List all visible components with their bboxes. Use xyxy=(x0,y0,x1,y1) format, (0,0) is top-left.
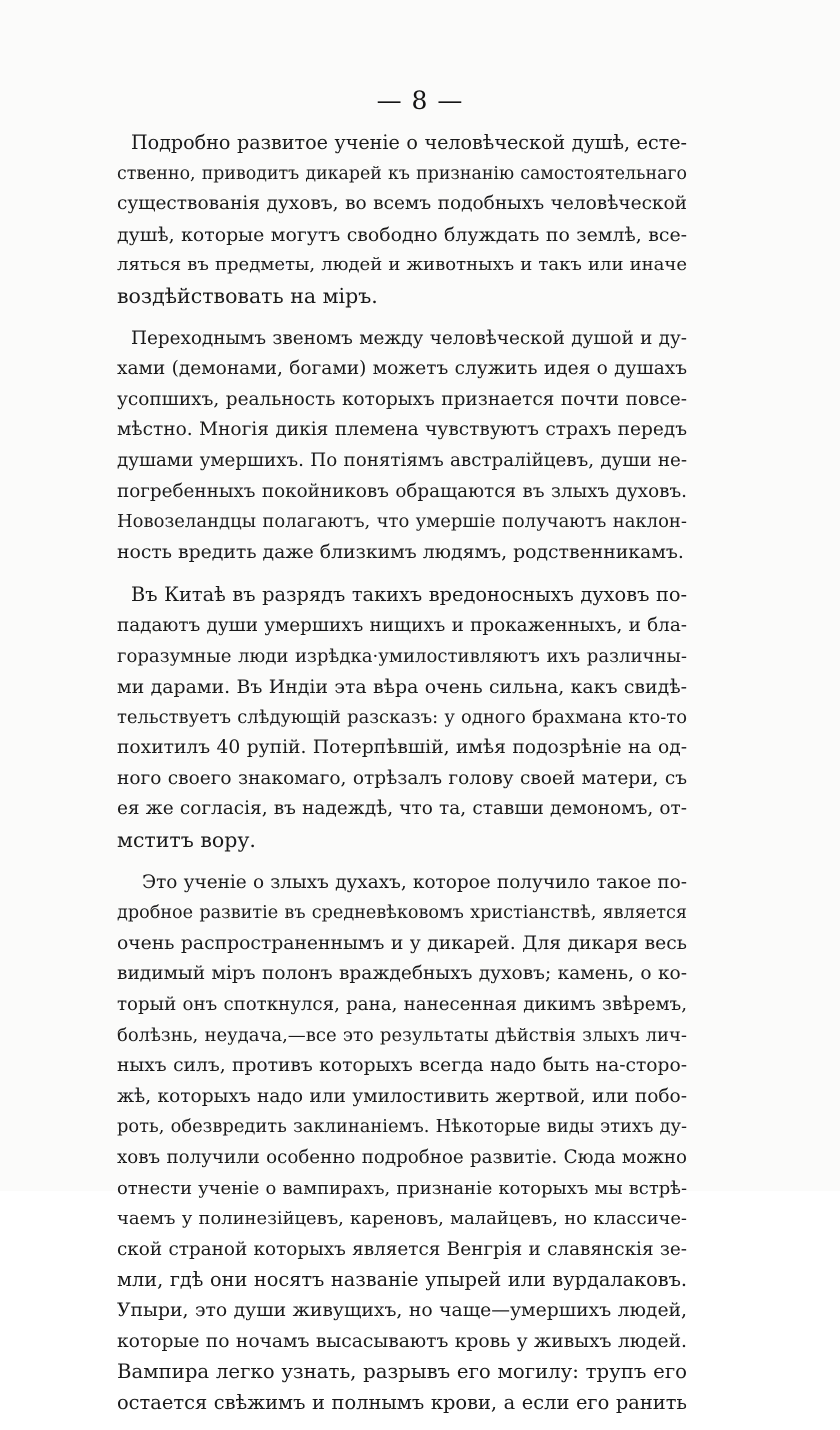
text-line: Подробно развитое ученіе о человѣческой душѣ, есте- xyxy=(131,131,687,154)
text-line: существованія духовъ, во всемъ подобныхъ человѣческой xyxy=(117,193,687,215)
text-line: ми дарами. Въ Индіи эта вѣра очень сильна, какъ свидѣ- xyxy=(117,676,687,699)
text-line: горазумные люди изрѣдка·умилостивляютъ ихъ различны- xyxy=(117,645,687,667)
text-line: болѣзнь, неудача,—все это результаты дѣйствія злыхъ лич- xyxy=(117,1024,687,1046)
text-line: Упыри, это души живущихъ, но чаще—умершихъ людей, xyxy=(117,1299,687,1321)
paragraph-1 xyxy=(117,128,687,312)
text-line: ныхъ силъ, противъ которыхъ всегда надо быть на-сторо- xyxy=(117,1055,687,1077)
text-line: остается свѣжимъ и полнымъ крови, а если его ранить xyxy=(117,1390,687,1414)
text-line: Это ученіе о злыхъ духахъ, которое получило такое по- xyxy=(142,871,687,893)
text-line: роть, обезвредить заклинаніемъ. Нѣкоторые виды этихъ ду- xyxy=(117,1116,687,1138)
text-line: ственно, приводитъ дикарей къ признанію самостоятельнаго xyxy=(117,163,687,184)
text-line: ного своего знакомаго, отрѣзалъ голову своей матери, съ xyxy=(117,767,687,789)
text-line: отнести ученіе о вампирахъ, признаніе которыхъ мы встрѣ- xyxy=(117,1177,687,1199)
text-line: ляться въ предметы, людей и животныхъ и такъ или иначе xyxy=(117,254,687,276)
paragraph-2 xyxy=(117,324,687,569)
text-line: усопшихъ, реальность которыхъ признается почти повсе- xyxy=(117,388,687,410)
text-line: ность вредить даже близкимъ людямъ, родственникамъ. xyxy=(117,541,684,563)
text-line: Вампира легко узнать, разрывъ его могилу: трупъ его xyxy=(117,1360,687,1384)
text-line: торый онъ споткнулся, рана, нанесенная дикимъ звѣремъ, xyxy=(117,994,687,1016)
text-line: дробное развитіе въ средневѣковомъ христіанствѣ, является xyxy=(117,903,687,924)
text-line: похитилъ 40 рупій. Потерпѣвшій, имѣя подозрѣніе на од- xyxy=(117,737,687,759)
text-line: воздѣйствовать на міръ. xyxy=(117,283,378,308)
text-line: мли, гдѣ они носятъ названіе упырей или вурдалаковъ. xyxy=(117,1268,687,1292)
paragraph-3 xyxy=(117,580,687,855)
text-line: хами (демонами, богами) можетъ служить идея о душахъ xyxy=(117,358,687,380)
body-text xyxy=(117,128,687,1430)
text-line: чаемъ у полинезійцевъ, кареновъ, малайцевъ, но классиче- xyxy=(117,1208,687,1230)
page-number: — 8 — xyxy=(376,86,464,115)
text-line: Переходнымъ звеномъ между человѣческой душой и ду- xyxy=(131,327,687,349)
text-line: которые по ночамъ высасываютъ кровь у живыхъ людей. xyxy=(117,1330,687,1352)
text-line: Новозеландцы полагаютъ, что умершіе получаютъ наклон- xyxy=(117,511,687,533)
paragraph-4 xyxy=(117,868,687,1419)
text-line: душами умершихъ. По понятіямъ австралійцевъ, души не- xyxy=(117,449,687,471)
text-line: очень распространеннымъ и у дикарей. Для дикаря весь xyxy=(117,932,687,954)
text-line: ховъ получили особенно подробное развитіе. Сюда можно xyxy=(117,1147,687,1168)
text-line: видимый міръ полонъ враждебныхъ духовъ; камень, о ко- xyxy=(117,963,687,985)
text-line: ея же согласія, въ надеждѣ, что та, ставши демономъ, от- xyxy=(117,798,687,820)
text-line: мститъ вору. xyxy=(117,828,256,853)
text-line: мѣстно. Многія дикія племена чувствуютъ страхъ передъ xyxy=(117,419,687,441)
text-line: жѣ, которыхъ надо или умилостивить жертвой, или побо- xyxy=(117,1085,687,1107)
text-line: душѣ, которые могутъ свободно блуждать по землѣ, все- xyxy=(117,223,687,246)
text-line: погребенныхъ покойниковъ обращаются въ злыхъ духовъ. xyxy=(117,480,687,502)
text-line: падаютъ души умершихъ нищихъ и прокаженныхъ, и бла- xyxy=(117,614,687,636)
text-line: тельствуетъ слѣдующій разсказъ: у одного брахмана кто-то xyxy=(117,706,687,728)
text-line: ской страной которыхъ является Венгрія и славянскія зе- xyxy=(117,1238,687,1260)
text-line: Въ Китаѣ въ разрядъ такихъ вредоносныхъ духовъ по- xyxy=(131,583,687,607)
